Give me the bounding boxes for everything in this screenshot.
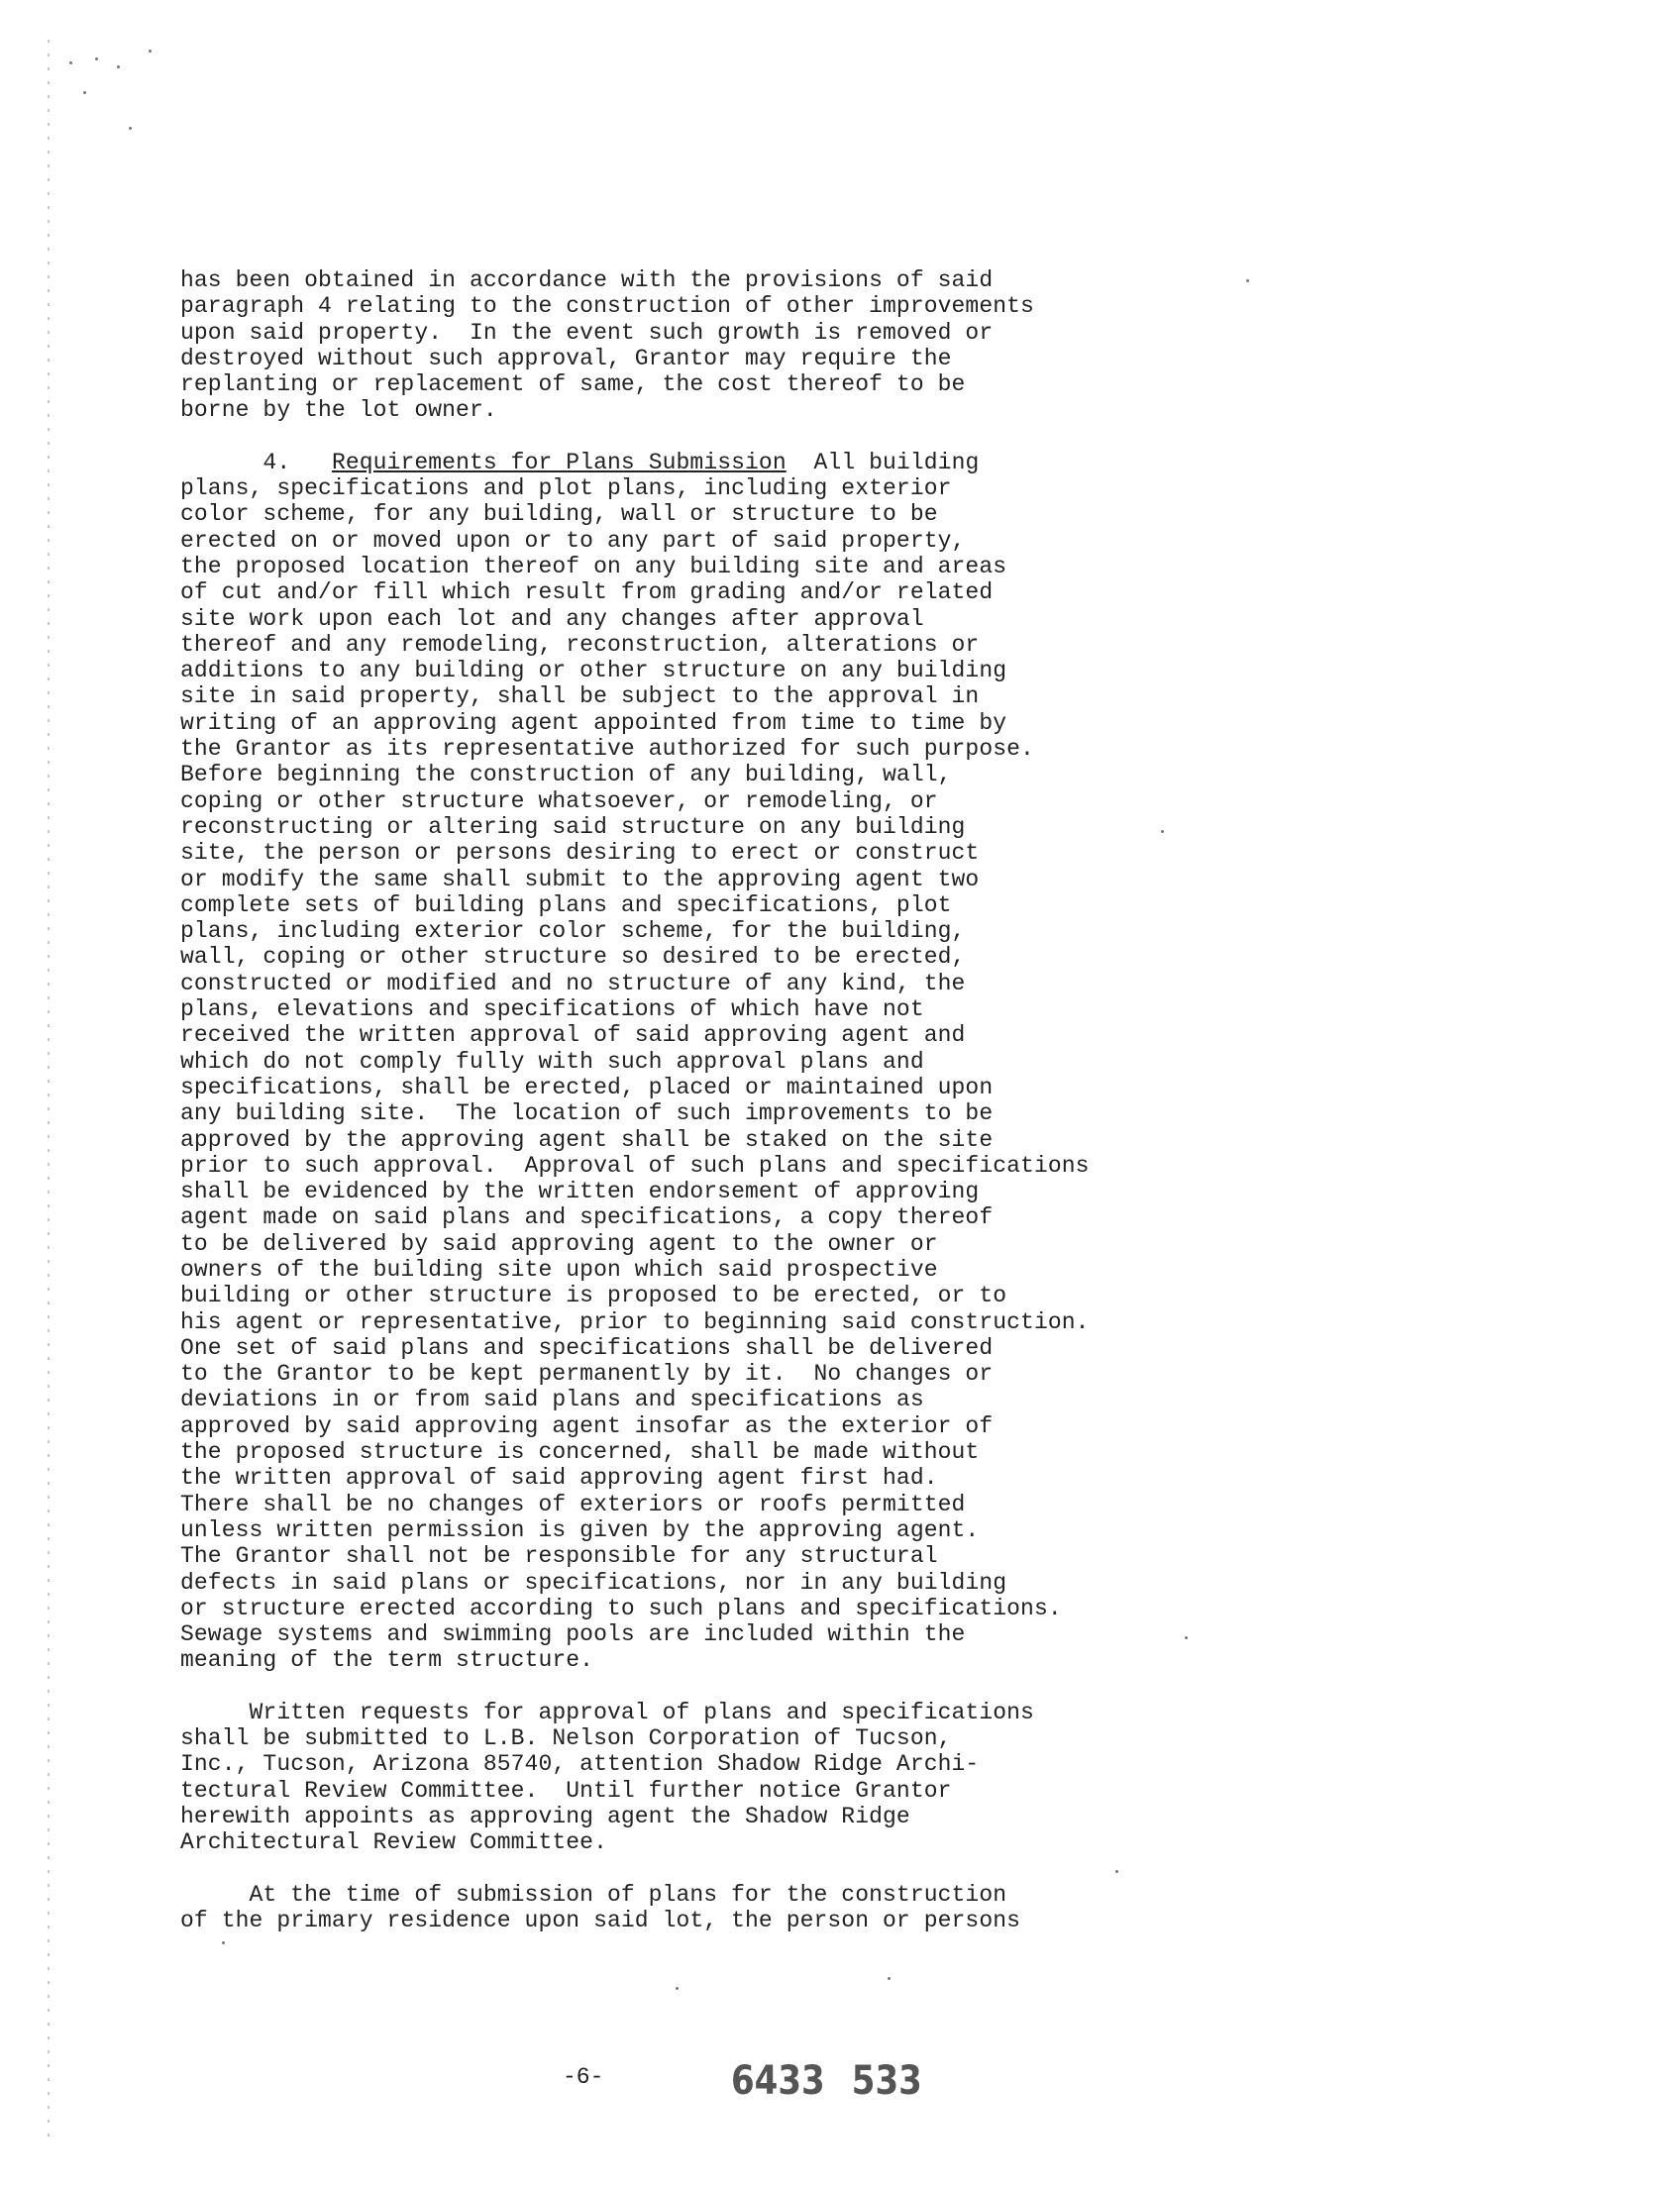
text-line: additions to any building or other structure on any building [180, 658, 1007, 684]
text-line: meaning of the term structure. [180, 1647, 594, 1674]
text-line: site, the person or persons desiring to erect or construct [180, 840, 980, 867]
recording-stamp [731, 2058, 922, 2104]
text-line: agent made on said plans and specifications, a copy thereof [180, 1204, 994, 1231]
text-line: of cut and/or fill which result from grading and/or related [180, 579, 994, 606]
text-line: Sewage systems and swimming pools are included within the [180, 1621, 966, 1648]
text-line: Written requests for approval of plans and specifications [180, 1699, 1034, 1725]
text-line: complete sets of building plans and specifications, plot [180, 891, 952, 918]
text-line: which do not comply fully with such approval plans and [180, 1048, 924, 1075]
text-line: borne by the lot owner. [180, 397, 497, 424]
text-line: There shall be no changes of exteriors or roofs permitted [180, 1491, 966, 1517]
text-line: the proposed location thereof on any building site and areas [180, 553, 1007, 579]
text-line: approved by the approving agent shall be staked on the site [180, 1126, 994, 1153]
written-requests-paragraph [180, 1700, 1428, 1856]
scan-speck [83, 91, 86, 94]
text-line: shall be submitted to L.B. Nelson Corporation of Tucson, [180, 1725, 952, 1752]
scan-speck [149, 50, 152, 52]
text-line: site in said property, shall be subject to the approval in [180, 683, 980, 710]
text-line: site work upon each lot and any changes after approval [180, 605, 924, 632]
text-line: building or other structure is proposed to be erected, or to [180, 1283, 1007, 1309]
text-line: to the Grantor to be kept permanently by it. No changes or [180, 1361, 994, 1388]
text-line: destroyed without such approval, Grantor may require the [180, 345, 952, 371]
text-line: Inc., Tucson, Arizona 85740, attention Shadow Ridge Archi- [180, 1751, 980, 1778]
section-4-first-line [180, 450, 1428, 475]
text-line: Architectural Review Committee. [180, 1829, 607, 1856]
text-line: to be delivered by said approving agent to the owner or [180, 1230, 938, 1257]
text-line: color scheme, for any building, wall or structure to be [180, 501, 938, 528]
text-line: shall be evidenced by the written endorsement of approving [180, 1179, 980, 1205]
text-line: the written approval of said approving agent first had. [180, 1465, 938, 1492]
text-line: At the time of submission of plans for the construction [180, 1881, 1007, 1908]
stamp-docket: 6433 [731, 2058, 825, 2104]
text-line: One set of said plans and specifications shall be delivered [180, 1334, 994, 1361]
stamp-page: 533 [851, 2058, 922, 2104]
section-number: 4. [262, 449, 291, 475]
text-line: has been obtained in accordance with the provisions of said [180, 267, 994, 293]
text-line: approved by said approving agent insofar as the exterior of [180, 1412, 994, 1439]
text-line: the Grantor as its representative authorized for such purpose. [180, 736, 1034, 763]
text-line: the proposed structure is concerned, shall be made without [180, 1439, 980, 1466]
text-line: constructed or modified and no structure of any kind, the [180, 970, 966, 996]
scan-speck [69, 61, 72, 64]
scan-speck [676, 1987, 679, 1990]
text-line: erected on or moved upon or to any part of said property, [180, 527, 966, 554]
text-line: reconstructing or altering said structure on any building [180, 813, 966, 840]
text-line: or modify the same shall submit to the approving agent two [180, 866, 980, 892]
page-number: -6- [563, 2064, 604, 2090]
submission-time-paragraph [180, 1882, 1428, 1934]
scan-edge-artifact [48, 40, 50, 2139]
text-line: tectural Review Committee. Until further notice Grantor [180, 1777, 952, 1804]
text-line: replanting or replacement of same, the cost thereof to be [180, 371, 966, 398]
text-line: received the written approval of said approving agent and [180, 1022, 966, 1049]
text-line: upon said property. In the event such growth is removed or [180, 319, 994, 346]
text-line: Before beginning the construction of any building, wall, [180, 762, 952, 788]
stamp-separator [825, 2058, 852, 2104]
section-heading: Requirements for Plans Submission [331, 449, 787, 475]
text-line: of the primary residence upon said lot, the person or persons [180, 1907, 1021, 1933]
text-line: wall, coping or other structure so desired to be erected, [180, 944, 966, 971]
scan-speck [129, 127, 132, 130]
scan-speck [95, 57, 98, 60]
page-footer [0, 2058, 1680, 2118]
section-first-line-rest: All building [813, 449, 980, 475]
text-line: prior to such approval. Approval of such plans and specifications [180, 1152, 1090, 1179]
section-4-paragraph [180, 450, 1428, 1674]
text-line: writing of an approving agent appointed from time to time by [180, 709, 1007, 736]
text-line: or structure erected according to such plans and specifications. [180, 1595, 1062, 1621]
text-line: plans, specifications and plot plans, including exterior [180, 475, 952, 502]
text-line: his agent or representative, prior to beginning said construction. [180, 1308, 1090, 1335]
text-line: deviations in or from said plans and specifications as [180, 1387, 924, 1413]
text-line: paragraph 4 relating to the construction of other improvements [180, 293, 1034, 320]
scan-speck [117, 65, 120, 68]
text-line: owners of the building site upon which said prospective [180, 1256, 938, 1283]
text-line: any building site. The location of such improvements to be [180, 1100, 994, 1127]
scan-speck [888, 1977, 891, 1980]
text-line: specifications, shall be erected, placed or maintained upon [180, 1074, 994, 1100]
text-line: plans, elevations and specifications of which have not [180, 996, 924, 1023]
text-line: unless written permission is given by the approving agent. [180, 1516, 980, 1543]
text-line: herewith appoints as approving agent the Shadow Ridge [180, 1803, 910, 1829]
text-line: thereof and any remodeling, reconstruction, alterations or [180, 631, 980, 658]
text-line: plans, including exterior color scheme, for the building, [180, 918, 966, 945]
text-line: The Grantor shall not be responsible for any structural [180, 1543, 938, 1570]
paragraph-continuation [180, 267, 1428, 424]
document-body [180, 267, 1428, 1959]
text-line: defects in said plans or specifications, nor in any building [180, 1569, 1007, 1596]
text-line: coping or other structure whatsoever, or remodeling, or [180, 787, 938, 814]
